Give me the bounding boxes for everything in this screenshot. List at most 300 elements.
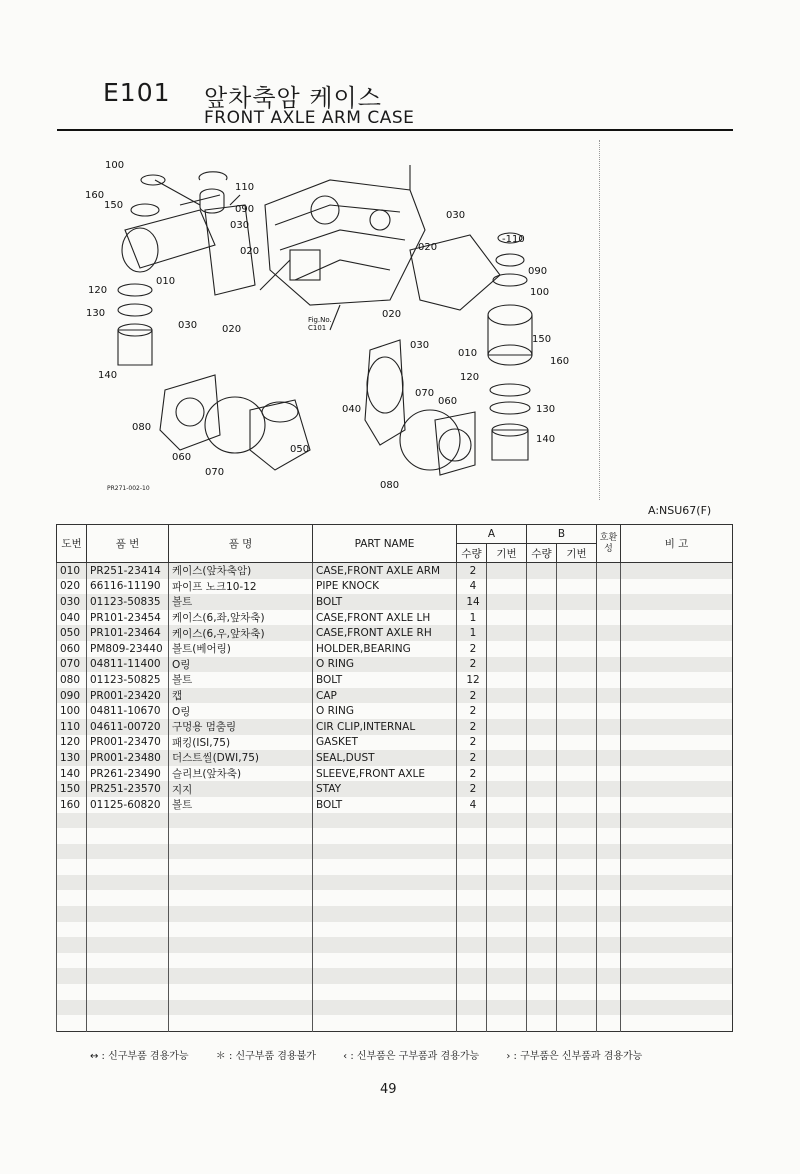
svg-text:130: 130 <box>536 404 556 415</box>
cell-kr: 캡 <box>169 688 313 704</box>
cell-qtyb <box>527 797 557 813</box>
svg-text:160: 160 <box>85 190 105 201</box>
col-header-part-name: PART NAME <box>313 525 457 563</box>
table-row <box>57 890 733 906</box>
cell-remarks <box>621 828 733 844</box>
table-row <box>57 984 733 1000</box>
cell-qty: 14 <box>457 594 487 610</box>
cell-kr <box>169 984 313 1000</box>
table-row <box>57 719 733 735</box>
cell-en: BOLT <box>313 797 457 813</box>
svg-text:-110: -110 <box>502 234 525 245</box>
cell-qty <box>457 1015 487 1031</box>
cell-code: PR001-23420 <box>87 688 169 704</box>
cell-baseb <box>557 922 597 938</box>
col-header-a: A <box>457 525 527 544</box>
cell-kr <box>169 813 313 829</box>
svg-text:010: 010 <box>458 348 478 359</box>
cell-compat <box>597 719 621 735</box>
cell-no: 060 <box>57 641 87 657</box>
cell-kr: 파이프 노크10-12 <box>169 579 313 595</box>
cell-en <box>313 813 457 829</box>
cell-baseb <box>557 875 597 891</box>
cell-code: PM809-23440 <box>87 641 169 657</box>
cell-en: O RING <box>313 657 457 673</box>
cell-code: 04611-00720 <box>87 719 169 735</box>
cell-code <box>87 922 169 938</box>
cell-en <box>313 844 457 860</box>
cell-no <box>57 937 87 953</box>
cell-en: CASE,FRONT AXLE ARM <box>313 563 457 579</box>
svg-text:120: 120 <box>460 372 480 383</box>
svg-text:110: 110 <box>235 182 255 193</box>
cell-kr: 케이스(6,우,앞차축) <box>169 625 313 641</box>
cell-no <box>57 859 87 875</box>
cell-code: 01123-50825 <box>87 672 169 688</box>
cell-qty: 2 <box>457 641 487 657</box>
cell-remarks <box>621 594 733 610</box>
cell-qty: 4 <box>457 579 487 595</box>
cell-compat <box>597 594 621 610</box>
svg-text:030: 030 <box>178 320 198 331</box>
cell-kr: 슬리브(앞차축) <box>169 766 313 782</box>
cell-base <box>487 610 527 626</box>
cell-compat <box>597 579 621 595</box>
cell-base <box>487 813 527 829</box>
cell-compat <box>597 625 621 641</box>
svg-text:020: 020 <box>240 246 260 257</box>
cell-baseb <box>557 890 597 906</box>
cell-remarks <box>621 937 733 953</box>
cell-kr: 볼트 <box>169 797 313 813</box>
cell-baseb <box>557 1000 597 1016</box>
cell-base <box>487 766 527 782</box>
cell-qtyb <box>527 937 557 953</box>
svg-text:060: 060 <box>172 452 192 463</box>
legend-item: ‹ : 신부품은 구부품과 겸용가능 <box>343 1051 480 1062</box>
cell-kr: 구멍용 멈춤링 <box>169 719 313 735</box>
table-row <box>57 610 733 626</box>
table-row <box>57 859 733 875</box>
cell-qtyb <box>527 1015 557 1031</box>
cell-compat <box>597 735 621 751</box>
svg-text:030: 030 <box>446 210 466 221</box>
cell-en <box>313 937 457 953</box>
cell-code: 66116-11190 <box>87 579 169 595</box>
cell-baseb <box>557 953 597 969</box>
cell-qtyb <box>527 641 557 657</box>
cell-en: PIPE KNOCK <box>313 579 457 595</box>
cell-baseb <box>557 968 597 984</box>
section-code: E101 <box>103 78 171 107</box>
cell-en: CASE,FRONT AXLE RH <box>313 625 457 641</box>
cell-base <box>487 984 527 1000</box>
cell-remarks <box>621 844 733 860</box>
cell-kr: O링 <box>169 657 313 673</box>
cell-qtyb <box>527 594 557 610</box>
cell-no: 130 <box>57 750 87 766</box>
cell-qtyb <box>527 828 557 844</box>
cell-en <box>313 828 457 844</box>
cell-baseb <box>557 766 597 782</box>
cell-kr <box>169 1000 313 1016</box>
cell-base <box>487 735 527 751</box>
cell-baseb <box>557 594 597 610</box>
col-header-qty-b: 수량 <box>527 544 557 563</box>
cell-code: PR001-23470 <box>87 735 169 751</box>
cell-en <box>313 1015 457 1031</box>
table-row <box>57 922 733 938</box>
table-row <box>57 641 733 657</box>
cell-baseb <box>557 828 597 844</box>
col-header-b: B <box>527 525 597 544</box>
cell-remarks <box>621 735 733 751</box>
cell-base <box>487 906 527 922</box>
svg-text:060: 060 <box>438 396 458 407</box>
cell-baseb <box>557 719 597 735</box>
cell-code <box>87 828 169 844</box>
svg-text:010: 010 <box>156 276 176 287</box>
cell-base <box>487 875 527 891</box>
cell-baseb <box>557 750 597 766</box>
cell-en: SLEEVE,FRONT AXLE <box>313 766 457 782</box>
cell-qty: 2 <box>457 563 487 579</box>
table-row <box>57 1000 733 1016</box>
svg-text:090: 090 <box>235 204 255 215</box>
col-header-base-a: 기번 <box>487 544 527 563</box>
cell-remarks <box>621 1015 733 1031</box>
cell-baseb <box>557 906 597 922</box>
table-row <box>57 703 733 719</box>
table-row <box>57 766 733 782</box>
table-row <box>57 625 733 641</box>
cell-compat <box>597 688 621 704</box>
cell-qty: 2 <box>457 735 487 751</box>
cell-no: 040 <box>57 610 87 626</box>
cell-code: PR001-23480 <box>87 750 169 766</box>
cell-no: 080 <box>57 672 87 688</box>
svg-text:120: 120 <box>88 285 108 296</box>
cell-baseb <box>557 672 597 688</box>
compatibility-legend <box>90 1047 666 1062</box>
cell-kr: 볼트(베어링) <box>169 641 313 657</box>
cell-code: PR251-23414 <box>87 563 169 579</box>
cell-qtyb <box>527 703 557 719</box>
cell-compat <box>597 813 621 829</box>
cell-qtyb <box>527 735 557 751</box>
svg-text:040: 040 <box>342 404 362 415</box>
svg-text:100: 100 <box>530 287 550 298</box>
cell-code <box>87 953 169 969</box>
cell-no <box>57 906 87 922</box>
cell-code: 01123-50835 <box>87 594 169 610</box>
table-row <box>57 594 733 610</box>
exploded-parts-diagram <box>80 150 600 500</box>
table-row <box>57 797 733 813</box>
cell-qtyb <box>527 859 557 875</box>
cell-code <box>87 859 169 875</box>
col-header-name-kr: 품 명 <box>169 525 313 563</box>
cell-code <box>87 968 169 984</box>
cell-qty <box>457 906 487 922</box>
cell-remarks <box>621 657 733 673</box>
cell-baseb <box>557 563 597 579</box>
cell-code <box>87 984 169 1000</box>
cell-kr <box>169 937 313 953</box>
cell-code <box>87 875 169 891</box>
cell-remarks <box>621 719 733 735</box>
section-title-korean: 앞차축암 케이스 <box>204 84 382 112</box>
cell-qtyb <box>527 1000 557 1016</box>
callout-labels <box>85 160 569 491</box>
cell-kr: 패킹(ISI,75) <box>169 735 313 751</box>
legend-item: ＊ : 신구부품 겸용불가 <box>215 1051 316 1062</box>
cell-remarks <box>621 641 733 657</box>
cell-baseb <box>557 813 597 829</box>
svg-text:140: 140 <box>98 370 118 381</box>
cell-baseb <box>557 625 597 641</box>
table-row <box>57 953 733 969</box>
cell-base <box>487 719 527 735</box>
cell-code: 01125-60820 <box>87 797 169 813</box>
table-row <box>57 657 733 673</box>
cell-base <box>487 844 527 860</box>
cell-base <box>487 1000 527 1016</box>
figure-id: PR271-002-10 <box>107 485 150 492</box>
cell-qtyb <box>527 625 557 641</box>
cell-qtyb <box>527 657 557 673</box>
svg-text:100: 100 <box>105 160 125 171</box>
col-header-base-b: 기번 <box>557 544 597 563</box>
cell-code: PR261-23490 <box>87 766 169 782</box>
table-row <box>57 968 733 984</box>
cell-qtyb <box>527 875 557 891</box>
cell-compat <box>597 844 621 860</box>
cell-base <box>487 828 527 844</box>
cell-qty <box>457 984 487 1000</box>
cell-qtyb <box>527 906 557 922</box>
cell-baseb <box>557 844 597 860</box>
cell-remarks <box>621 906 733 922</box>
col-header-remarks: 비 고 <box>621 525 733 563</box>
cell-no <box>57 1015 87 1031</box>
cell-qtyb <box>527 750 557 766</box>
cell-base <box>487 890 527 906</box>
svg-text:130: 130 <box>86 308 106 319</box>
cell-qtyb <box>527 781 557 797</box>
cell-kr <box>169 844 313 860</box>
legend-item: › : 구부품은 신부품과 겸용가능 <box>506 1051 643 1062</box>
cell-compat <box>597 781 621 797</box>
col-header-compat: 호환성 <box>597 525 621 563</box>
cell-no: 120 <box>57 735 87 751</box>
svg-text:150: 150 <box>104 200 124 211</box>
cell-qtyb <box>527 953 557 969</box>
cell-no <box>57 813 87 829</box>
svg-text:020: 020 <box>382 309 402 320</box>
cell-qtyb <box>527 922 557 938</box>
cell-remarks <box>621 610 733 626</box>
cell-remarks <box>621 750 733 766</box>
svg-text:090: 090 <box>528 266 548 277</box>
cell-en <box>313 890 457 906</box>
svg-text:C101: C101 <box>308 324 327 332</box>
cell-base <box>487 937 527 953</box>
cell-en <box>313 984 457 1000</box>
cell-code <box>87 1000 169 1016</box>
cell-base <box>487 859 527 875</box>
cell-baseb <box>557 610 597 626</box>
cell-qty <box>457 890 487 906</box>
cell-no: 070 <box>57 657 87 673</box>
cell-no: 110 <box>57 719 87 735</box>
svg-text:050: 050 <box>290 444 310 455</box>
cell-en: STAY <box>313 781 457 797</box>
cell-compat <box>597 828 621 844</box>
cell-code: 04811-10670 <box>87 703 169 719</box>
cell-qty: 2 <box>457 657 487 673</box>
cell-remarks <box>621 1000 733 1016</box>
cell-compat <box>597 984 621 1000</box>
cell-no: 030 <box>57 594 87 610</box>
svg-text:020: 020 <box>222 324 242 335</box>
cell-remarks <box>621 703 733 719</box>
cell-no: 150 <box>57 781 87 797</box>
cell-no: 050 <box>57 625 87 641</box>
cell-kr <box>169 875 313 891</box>
cell-en: O RING <box>313 703 457 719</box>
cell-en: GASKET <box>313 735 457 751</box>
cell-qty: 12 <box>457 672 487 688</box>
cell-code <box>87 813 169 829</box>
cell-en: CASE,FRONT AXLE LH <box>313 610 457 626</box>
cell-baseb <box>557 641 597 657</box>
cell-no: 010 <box>57 563 87 579</box>
cell-baseb <box>557 781 597 797</box>
cell-qty: 2 <box>457 719 487 735</box>
cell-baseb <box>557 984 597 1000</box>
cell-kr: 지지 <box>169 781 313 797</box>
cell-compat <box>597 610 621 626</box>
cell-kr <box>169 953 313 969</box>
table-row <box>57 750 733 766</box>
cell-en <box>313 906 457 922</box>
svg-text:080: 080 <box>380 480 400 491</box>
cell-en <box>313 953 457 969</box>
cell-no <box>57 922 87 938</box>
svg-text:030: 030 <box>410 340 430 351</box>
header-rule <box>57 129 733 131</box>
cell-qty <box>457 875 487 891</box>
parts-table <box>56 524 733 1032</box>
svg-text:150: 150 <box>532 334 552 345</box>
cell-base <box>487 688 527 704</box>
cell-remarks <box>621 890 733 906</box>
section-title-english: FRONT AXLE ARM CASE <box>204 108 415 128</box>
cell-no <box>57 844 87 860</box>
cell-qty: 2 <box>457 781 487 797</box>
cell-remarks <box>621 875 733 891</box>
cell-remarks <box>621 625 733 641</box>
cell-no: 020 <box>57 579 87 595</box>
cell-en: HOLDER,BEARING <box>313 641 457 657</box>
table-row <box>57 688 733 704</box>
cell-remarks <box>621 781 733 797</box>
cell-qty <box>457 844 487 860</box>
cell-base <box>487 563 527 579</box>
table-row <box>57 828 733 844</box>
cell-remarks <box>621 813 733 829</box>
svg-text:020: 020 <box>418 242 438 253</box>
cell-compat <box>597 937 621 953</box>
cell-base <box>487 750 527 766</box>
cell-qtyb <box>527 890 557 906</box>
cell-qty <box>457 813 487 829</box>
cell-compat <box>597 968 621 984</box>
cell-qty <box>457 968 487 984</box>
cell-remarks <box>621 797 733 813</box>
col-header-qty-a: 수량 <box>457 544 487 563</box>
cell-no <box>57 984 87 1000</box>
cell-base <box>487 657 527 673</box>
cell-base <box>487 703 527 719</box>
cell-base <box>487 641 527 657</box>
cell-qty: 2 <box>457 766 487 782</box>
cell-remarks <box>621 579 733 595</box>
cell-base <box>487 625 527 641</box>
cell-qtyb <box>527 610 557 626</box>
table-row <box>57 1015 733 1031</box>
cell-no: 160 <box>57 797 87 813</box>
svg-text:070: 070 <box>205 467 225 478</box>
col-header-code: 품 번 <box>87 525 169 563</box>
cell-code <box>87 937 169 953</box>
cell-remarks <box>621 953 733 969</box>
cell-en: BOLT <box>313 672 457 688</box>
table-row <box>57 937 733 953</box>
cell-no <box>57 968 87 984</box>
cell-kr: 케이스(앞차축암) <box>169 563 313 579</box>
cell-base <box>487 922 527 938</box>
cell-base <box>487 968 527 984</box>
cell-qty <box>457 953 487 969</box>
cell-baseb <box>557 1015 597 1031</box>
cell-code: PR101-23454 <box>87 610 169 626</box>
cell-kr <box>169 906 313 922</box>
cell-kr <box>169 1015 313 1031</box>
cell-no: 100 <box>57 703 87 719</box>
cell-qty: 4 <box>457 797 487 813</box>
cell-qty: 1 <box>457 610 487 626</box>
svg-text:160: 160 <box>550 356 570 367</box>
cell-kr: 더스트씰(DWI,75) <box>169 750 313 766</box>
cell-no <box>57 1000 87 1016</box>
cell-kr <box>169 828 313 844</box>
page-number: 49 <box>380 1082 397 1097</box>
cell-kr <box>169 922 313 938</box>
cell-baseb <box>557 859 597 875</box>
cell-no: 140 <box>57 766 87 782</box>
cell-en: BOLT <box>313 594 457 610</box>
cell-compat <box>597 641 621 657</box>
cell-baseb <box>557 735 597 751</box>
cell-qtyb <box>527 766 557 782</box>
svg-text:070: 070 <box>415 388 435 399</box>
cell-remarks <box>621 984 733 1000</box>
table-row <box>57 781 733 797</box>
cell-compat <box>597 563 621 579</box>
cell-base <box>487 797 527 813</box>
